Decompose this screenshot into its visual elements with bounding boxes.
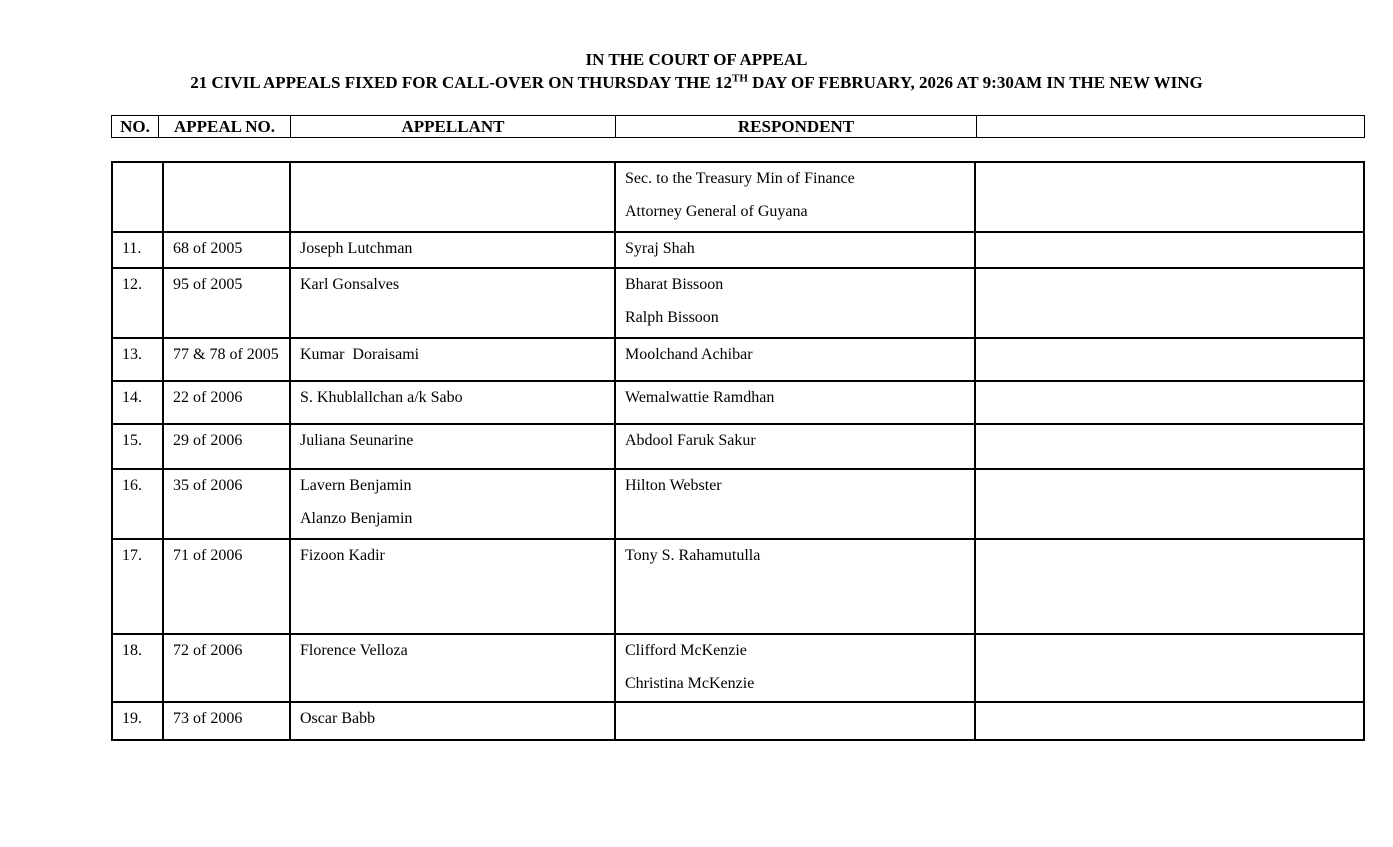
- table-row-15: [112, 424, 1364, 469]
- column-header-respondent: RESPONDENT: [616, 116, 977, 138]
- table-row-18: [112, 634, 1364, 702]
- cell-no: 15.: [112, 424, 163, 469]
- cell-appellant: Joseph Lutchman: [290, 232, 615, 268]
- cell-no: 18.: [112, 634, 163, 702]
- subtitle-ordinal-suffix: TH: [731, 72, 748, 85]
- column-header-appeal-no: APPEAL NO.: [159, 116, 291, 138]
- cell-appellant: Juliana Seunarine: [290, 424, 615, 469]
- cell-extra: [975, 424, 1364, 469]
- cell-appellant: S. Khublallchan a/k Sabo: [290, 381, 615, 424]
- table-row-17: [112, 539, 1364, 634]
- cell-extra: [975, 634, 1364, 702]
- cell-respondent: [615, 702, 975, 740]
- page-subtitle: [0, 73, 1393, 93]
- cell-extra: [975, 232, 1364, 268]
- table-row-12: [112, 268, 1364, 338]
- subtitle-text-before: 21 CIVIL APPEALS FIXED FOR CALL-OVER ON THURSDAY THE 12: [190, 73, 732, 92]
- cell-no: 12.: [112, 268, 163, 338]
- cell-appeal-no: 29 of 2006: [163, 424, 290, 469]
- cell-appeal-no: 72 of 2006: [163, 634, 290, 702]
- cell-extra: [975, 539, 1364, 634]
- table-row-16: [112, 469, 1364, 539]
- cell-respondent: Hilton Webster: [615, 469, 975, 539]
- subtitle-text-after: DAY OF FEBRUARY, 2026 AT 9:30AM IN THE NEW WING: [747, 73, 1203, 92]
- cell-appellant: Lavern Benjamin Alanzo Benjamin: [290, 469, 615, 539]
- cell-no: 16.: [112, 469, 163, 539]
- column-header-appellant: APPELLANT: [291, 116, 616, 138]
- table-row-13: [112, 338, 1364, 381]
- cell-appeal-no: 22 of 2006: [163, 381, 290, 424]
- cell-respondent: Abdool Faruk Sakur: [615, 424, 975, 469]
- cell-no: [112, 162, 163, 232]
- cell-no: 19.: [112, 702, 163, 740]
- cell-extra: [975, 702, 1364, 740]
- cell-extra: [975, 381, 1364, 424]
- cell-appeal-no: 71 of 2006: [163, 539, 290, 634]
- cell-appeal-no: 77 & 78 of 2005: [163, 338, 290, 381]
- cell-appeal-no: 68 of 2005: [163, 232, 290, 268]
- page-title: IN THE COURT OF APPEAL: [585, 50, 808, 69]
- cell-respondent: Wemalwattie Ramdhan: [615, 381, 975, 424]
- column-header-blank: [977, 116, 1365, 138]
- cell-appellant: Karl Gonsalves: [290, 268, 615, 338]
- cell-respondent: Moolchand Achibar: [615, 338, 975, 381]
- cell-appellant: [290, 162, 615, 232]
- cell-no: 14.: [112, 381, 163, 424]
- cell-appellant: Fizoon Kadir: [290, 539, 615, 634]
- table-row-11: [112, 232, 1364, 268]
- cell-respondent: Syraj Shah: [615, 232, 975, 268]
- cell-extra: [975, 469, 1364, 539]
- cell-extra: [975, 162, 1364, 232]
- cell-appeal-no: [163, 162, 290, 232]
- cell-appeal-no: 95 of 2005: [163, 268, 290, 338]
- table-row-continuation: [112, 162, 1364, 232]
- cell-respondent: Bharat Bissoon Ralph Bissoon: [615, 268, 975, 338]
- cell-appellant: Kumar Doraisami: [290, 338, 615, 381]
- cell-no: 13.: [112, 338, 163, 381]
- cell-respondent: Tony S. Rahamutulla: [615, 539, 975, 634]
- cell-respondent: Clifford McKenzie Christina McKenzie: [615, 634, 975, 702]
- cell-appeal-no: 35 of 2006: [163, 469, 290, 539]
- cell-no: 17.: [112, 539, 163, 634]
- cell-extra: [975, 268, 1364, 338]
- cell-appeal-no: 73 of 2006: [163, 702, 290, 740]
- cell-extra: [975, 338, 1364, 381]
- cell-respondent: Sec. to the Treasury Min of Finance Attorney General of Guyana: [615, 162, 975, 232]
- cell-appellant: Florence Velloza: [290, 634, 615, 702]
- column-header-no: NO.: [112, 116, 159, 138]
- cell-appellant: Oscar Babb: [290, 702, 615, 740]
- appeals-table: [111, 161, 1365, 741]
- table-column-header: [111, 115, 1365, 138]
- table-row-14: [112, 381, 1364, 424]
- header-row: [112, 116, 1365, 138]
- table-row-19: [112, 702, 1364, 740]
- cell-no: 11.: [112, 232, 163, 268]
